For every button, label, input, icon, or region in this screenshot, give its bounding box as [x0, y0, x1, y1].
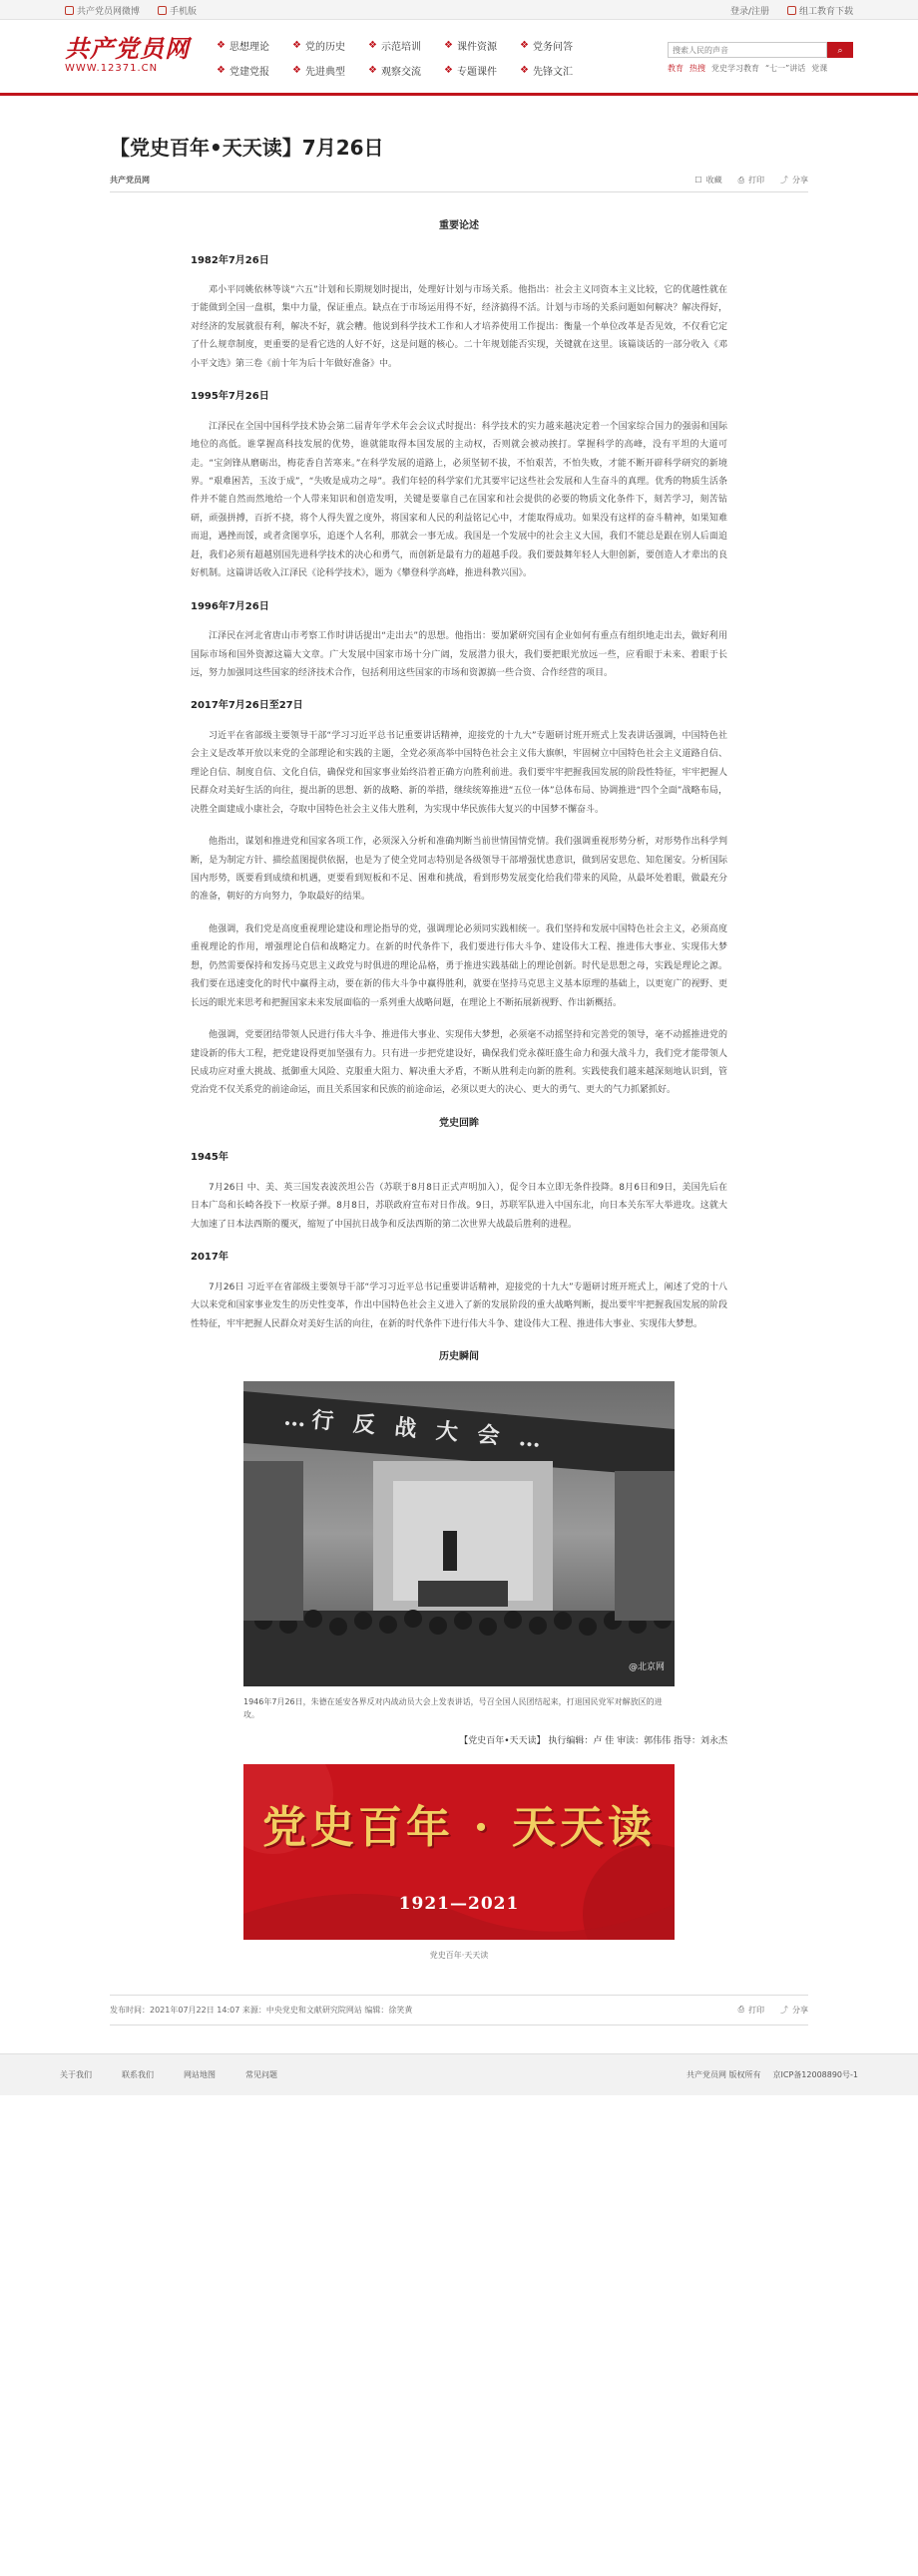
copyright: 共产党员网 版权所有 — [686, 2070, 761, 2080]
bullet-icon: ❖ — [368, 65, 377, 76]
hot-keyword[interactable]: 党史学习教育 — [711, 64, 759, 73]
printer-icon: ⎙ — [737, 175, 744, 184]
paragraph: 他指出，谋划和推进党和国家各项工作，必须深入分析和准确判断当前世情国情党情。我们强调重视形势分析，对形势作出科学判断，是为制定方针、描绘蓝图提供依据，也是为了使全党同志特别是各级领导干部增强忧患意识，做到居安思危、知危图安。分析国际国内形势，既要看到成绩和机遇，更要看到短板和不足、困难和挑战，看到形势发展变化给我们带来的风险，从最坏处着眼，做最充分的准备，朝好的方向努力，争取最好的结果。 — [191, 837, 727, 903]
search-icon: ⌕ — [837, 44, 843, 55]
bullet-icon: ❖ — [217, 65, 226, 76]
hot-keyword[interactable]: 教育 — [668, 64, 684, 73]
share-icon: ⤴ — [780, 176, 788, 184]
print-button-bottom[interactable]: ⎙ 打印 — [737, 2005, 764, 2015]
nav-item[interactable]: ❖ 党的历史 — [292, 40, 345, 53]
section-heading: 历史瞬间 — [439, 1350, 479, 1362]
photo-watermark: @北京网 — [628, 1662, 665, 1672]
bullet-icon: ❖ — [217, 40, 226, 51]
nav-item[interactable]: ❖ 观察交流 — [368, 65, 421, 78]
paragraph: 7月26日 习近平在省部级主要领导干部“学习习近平总书记重要讲话精神，迎接党的十九大”专题研讨班开班式上，阐述了党的十八大以来党和国家事业发生的历史性变革，作出中国特色社会主义进入了新的发展阶段的重大战略判断，提出要牢牢把握我国发展的阶段性特征，牢牢把握人民群众对美好生活的向往，在新的时代条件下进行伟大斗争、建设伟大工程、推进伟大事业、实现伟大梦想。 — [191, 1282, 727, 1329]
entry-date: 1995年7月26日 — [191, 391, 269, 403]
bullet-icon: ❖ — [520, 65, 529, 76]
section-history-review — [191, 1114, 727, 1333]
bottom-tools — [738, 2005, 808, 2016]
section-heading: 党史回眸 — [439, 1117, 479, 1129]
article-source: 共产党员网 — [110, 176, 150, 184]
footer-link-sitemap[interactable]: 网站地图 — [184, 2070, 216, 2080]
paragraph: 7月26日 中、美、英三国发表波茨坦公告（苏联于8月8日正式声明加入），促令日本立即无条件投降。8月6日和9日，美国先后在日本广岛和长崎各投下一枚原子弹。8月8日，苏联政府宣布对日作战。9日，苏联军队进入中国东北，向日本关东军大举进攻。这就大大加速了日本法西斯的覆灭，缩短了中国抗日战争和反法西斯的第二次世界大战最后胜利的进程。 — [191, 1182, 727, 1230]
nav-item[interactable]: ❖ 专题课件 — [444, 65, 497, 78]
favorite-button[interactable]: ☐ 收藏 — [694, 176, 722, 184]
bullet-icon: ❖ — [444, 40, 453, 51]
entry-date: 2017年7月26日至27日 — [191, 700, 303, 712]
paragraph: 江泽民在河北省唐山市考察工作时讲话提出“走出去”的思想。他指出：要加紧研究国有企业如何有重点有组织地走出去，做好利用国际市场和国外资源这篇大文章。广大发展中国家市场十分广阔，发展潜力很大，我们要把眼光放远一些，应看眼于未来、着眼于长远，努力加强同这些国家的经济技术合作，包括利用这些国家的市场和资源搞一些合资、合作经营的项目。 — [191, 631, 727, 678]
photo-banner-text: …行 反 战 大 会 … — [282, 1404, 548, 1454]
paragraph: 他强调，我们党是高度重视理论建设和理论指导的党，强调理论必须同实践相统一。我们坚持和发展中国特色社会主义，必须高度重视理论的作用，增强理论自信和战略定力。在新的时代条件下，我们要进行伟大斗争、建设伟大工程、推进伟大事业、实现伟大梦想，仍然需要保持和发扬马克思主义政党与时俱进的理论品格，勇于推进实践基础上的理论创新。时代是思想之母，实践是理论之源。我们要在迅速变化的时代中赢得主动，要在新的伟大斗争中赢得胜利，就要在坚持马克思主义基本原理的基础上，以更宽广的视野、更长远的眼光来思考和把握国家未来发展面临的一系列重大战略问题，在理论上不断拓展新视野、作出新概括。 — [191, 923, 727, 1008]
historical-photo — [243, 1381, 675, 1686]
bullet-icon: ❖ — [292, 40, 301, 51]
nav-item[interactable]: ❖ 思想理论 — [217, 40, 269, 53]
publish-info: 发布时间：2021年07月22日 14:07 来源：中央党史和文献研究院网站 编辑：徐笑黄 — [110, 2005, 413, 2015]
nav-item[interactable]: ❖ 党建党报 — [217, 65, 269, 78]
bookmark-icon: ☐ — [694, 176, 702, 184]
entry-date: 1982年7月26日 — [191, 254, 269, 266]
section-important — [191, 216, 727, 1100]
printer-icon: ⎙ — [737, 2005, 744, 2015]
icp-number[interactable]: 京ICP备12008890号-1 — [772, 2070, 858, 2080]
nav-item[interactable]: ❖ 示范培训 — [368, 40, 421, 53]
nav-item[interactable]: ❖ 先锋文汇 — [520, 65, 573, 78]
site-logo[interactable]: 共产党员网 WWW.12371.CN — [65, 34, 190, 74]
bullet-icon: ❖ — [520, 40, 529, 51]
editor-credits: 【党史百年•天天读】 执行编辑：卢 佳 审读：郭伟伟 指导：刘永杰 — [459, 1736, 727, 1747]
search-input[interactable] — [668, 42, 827, 58]
bullet-icon: ❖ — [292, 65, 301, 76]
banner-caption: 党史百年·天天读 — [429, 1951, 489, 1961]
footer-link-about[interactable]: 关于我们 — [60, 2070, 92, 2080]
site-footer — [0, 2053, 918, 2095]
main-nav — [217, 38, 668, 78]
search-box — [668, 42, 853, 74]
share-icon: ⤴ — [780, 2005, 788, 2015]
hot-keyword[interactable]: 党课 — [811, 64, 828, 73]
entry-date: 2017年 — [191, 1252, 229, 1264]
topbar — [0, 0, 918, 20]
section-heading: 重要论述 — [439, 220, 479, 231]
download-link[interactable]: 组工教育下载 — [787, 4, 853, 17]
meta-bar — [110, 175, 808, 192]
footer-link-contact[interactable]: 联系我们 — [122, 2070, 154, 2080]
weibo-link[interactable]: 共产党员网微博 — [65, 4, 140, 17]
article-tools — [694, 175, 808, 185]
share-button[interactable]: ⤴ 分享 — [780, 176, 808, 184]
hot-keyword[interactable]: 热搜 — [689, 64, 705, 73]
bullet-icon: ❖ — [444, 65, 453, 76]
weibo-icon — [65, 6, 74, 15]
entry-date: 1996年7月26日 — [191, 600, 269, 612]
photo-caption: 1946年7月26日，朱德在延安各界反对内战动员大会上发表讲话，号召全国人民团结起来，打退国民党军对解放区的进攻。 — [243, 1697, 663, 1720]
mobile-link[interactable]: 手机版 — [158, 4, 197, 17]
entry-date: 1945年 — [191, 1152, 229, 1164]
footer-link-faq[interactable]: 常见问题 — [245, 2070, 277, 2080]
site-header — [0, 20, 918, 96]
paragraph: 习近平在省部级主要领导干部“学习习近平总书记重要讲话精神，迎接党的十九大”专题研讨班开班式上发表讲话强调，中国特色社会主义是改革开放以来党的全部理论和实践的主题，全党必须高举中国特色社会主义伟大旗帜，牢固树立中国特色社会主义道路自信、理论自信、制度自信、文化自信，确保党和国家事业始终沿着正确方向胜利前进。我们要牢牢把握我国发展的阶段性特征，牢牢把握人民群众对美好生活的向往，提出新的思想、新的战略、新的举措，继续统筹推进“五位一体”总体布局、协调推进“四个全面”战略布局，决胜全面建成小康社会，夺取中国特色社会主义伟大胜利，为实现中华民族伟大复兴的中国梦不懈奋斗。 — [191, 730, 727, 815]
share-button-bottom[interactable]: ⤴ 分享 — [780, 2005, 808, 2015]
hot-keywords — [668, 63, 853, 74]
series-banner — [243, 1764, 675, 1940]
paragraph: 邓小平同姚依林等谈“六五”计划和长期规划时提出，处理好计划与市场关系。他指出：社会主义同资本主义比较，它的优越性就在于能做到全国一盘棋，集中力量，保证重点。缺点在于市场运用得不好，经济搞得不活。计划与市场的关系问题如何解决？解决得好，对经济的发展就很有利，解决不好，就会糟。他说到科学技术工作和人才培养使用工作提出：衡量一个单位改革是否见效，不仅看它定了什么规章制度，更重要的是看它选的人好不好，这是问题的核心。二十年规划能否实现，关键就在这里。该篇谈话的一部分收入《邓小平文选》第三卷《前十年为后十年做好准备》中。 — [191, 285, 727, 369]
article-title: 【党史百年•天天读】7月26日 — [110, 136, 384, 160]
nav-item[interactable]: ❖ 党务问答 — [520, 40, 573, 53]
login-link[interactable]: 登录/注册 — [729, 6, 769, 17]
print-button[interactable]: ⎙ 打印 — [737, 175, 764, 184]
article — [110, 96, 808, 1965]
article-body — [191, 192, 727, 1965]
search-button[interactable] — [827, 42, 853, 58]
nav-item[interactable]: ❖ 先进典型 — [292, 65, 345, 78]
download-icon — [787, 6, 796, 15]
hot-keyword[interactable]: “七一”讲话 — [765, 64, 806, 73]
banner-title: 党史百年 · 天天读 — [262, 1801, 656, 1853]
publish-bar — [110, 1995, 808, 2025]
paragraph: 江泽民在全国中国科学技术协会第二届青年学术年会会议式时提出：科学技术的实力越来越决定着一个国家综合国力的强弱和国际地位的高低。谁掌握高科技发展的优势，谁就能取得本国发展的主动权，否则就会被动挨打。掌握科学的高峰，没有平坦的大道可走。“宝剑锋从磨砺出，梅花香自苦寒来。”在科学发展的道路上，必须坚韧不拔，不怕艰苦，不怕失败，才能不断开辟科学研究的新境界。“艰难困苦，玉汝于成”，“失败是成功之母”。我们年轻的科学家们尤其要牢记这些社会发展和人生奋斗的真理。优秀的物质生活条件并不能自然而然地给一个人带来知识和创造发明，关键是要靠自己在国家和社会提供的必要的物质文化条件下，刻苦学习，刻苦钻研，顽强拼搏，百折不挠，将个人得失置之度外，将国家和人民的利益铭记心中，才能取得成功。如果没有这样的奋斗精神，如果知难而退，遇挫而馁，或者贪图享乐，追逐个人名利，那就会一事无成。我国是一个发展中的社会主义大国，我们不能总是跟在别人后面追赶，我们必须有超越别国先进科学技术的决心和勇气，而创新是最有力的超越手段。我们要鼓舞年轻人大胆创新，要创造人才辈出的良好机制。这篇讲话收入江泽民《论科学技术》，题为《攀登科学高峰，推进科教兴国》。 — [191, 421, 727, 579]
banner-years: 1921—2021 — [398, 1894, 520, 1915]
paragraph: 他强调，党要团结带领人民进行伟大斗争、推进伟大事业、实现伟大梦想，必须毫不动摇坚持和完善党的领导，毫不动摇推进党的建设新的伟大工程，把党建设得更加坚强有力。只有进一步把党建设好，确保我们党永葆旺盛生命力和强大战斗力，我们党才能带领人民成功应对重大挑战、抵御重大风险、克服重大阻力、解决重大矛盾，不断从胜利走向新的胜利。实践使我们越来越深刻地认识到，管党治党不仅关系党的前途命运，而且关系国家和民族的前途命运，必须以更大的决心、更大的勇气、更大的气力抓紧抓好。 — [191, 1030, 727, 1096]
nav-item[interactable]: ❖ 课件资源 — [444, 40, 497, 53]
mobile-icon — [158, 6, 167, 15]
bullet-icon: ❖ — [368, 40, 377, 51]
